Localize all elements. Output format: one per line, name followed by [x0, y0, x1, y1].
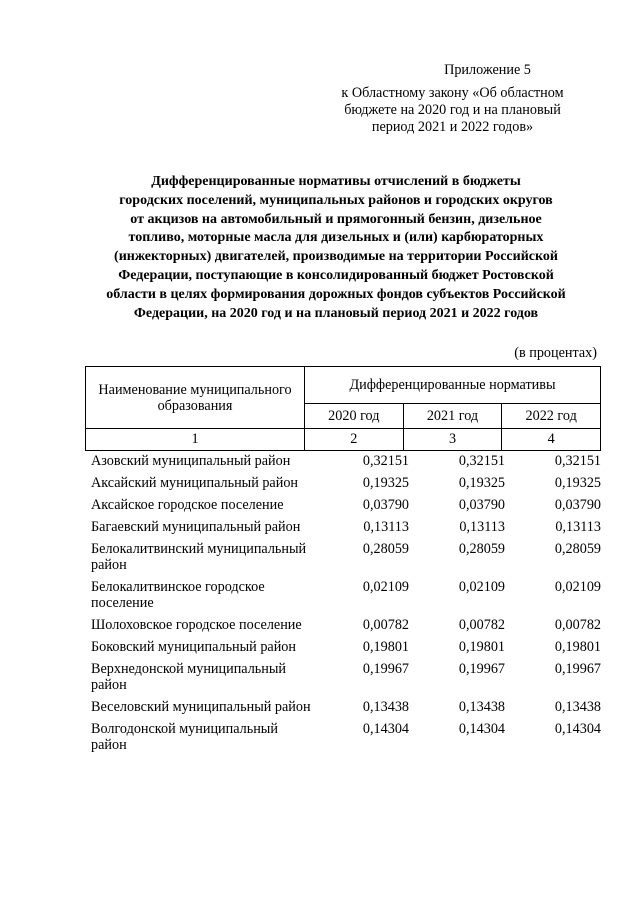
value-2021: 0,03790	[458, 497, 505, 513]
value-2022: 0,19967	[554, 661, 601, 677]
value-2022: 0,00782	[554, 617, 601, 633]
value-2022: 0,13113	[555, 519, 601, 535]
municipality-name: Багаевский муниципальный район	[91, 519, 301, 535]
appendix-line: к Областному закону «Об областном	[341, 85, 564, 101]
value-2022: 0,02109	[554, 579, 601, 595]
value-2022: 0,14304	[554, 721, 601, 737]
table-row	[85, 541, 601, 579]
municipality-name: Аксайское городское поселение	[91, 497, 284, 513]
value-2021: 0,28059	[458, 541, 505, 557]
title-line: городских поселений, муниципальных районов и городских округов	[119, 192, 553, 208]
column-number: 3	[403, 429, 502, 451]
value-2021: 0,14304	[458, 721, 505, 737]
norms-table	[85, 453, 601, 759]
column-number: 1	[86, 429, 305, 451]
table-row	[85, 579, 601, 617]
municipality-name: Веселовский муниципальный район	[91, 699, 311, 715]
appendix-line: период 2021 и 2022 годов»	[371, 119, 534, 135]
value-2020: 0,19325	[362, 475, 409, 491]
title-line: Федерации, поступающие в консолидированный бюджет Ростовской	[118, 267, 554, 283]
value-2020: 0,19967	[362, 661, 409, 677]
title-line: от акцизов на автомобильный и прямогонный бензин, дизельное	[130, 211, 542, 227]
value-2022: 0,19325	[554, 475, 601, 491]
value-2020: 0,13113	[363, 519, 409, 535]
title-line: топливо, моторные масла для дизельных и (или) карбюраторных	[128, 230, 544, 246]
value-2021: 0,32151	[458, 453, 505, 469]
value-2022: 0,32151	[554, 453, 601, 469]
table-row	[85, 661, 601, 699]
table-row	[85, 721, 601, 759]
appendix-line: бюджете на 2020 год и на плановый	[344, 102, 561, 118]
table-row	[85, 475, 601, 497]
municipality-name: Верхнедонской муниципальный район	[91, 661, 286, 693]
value-2021: 0,19325	[458, 475, 505, 491]
municipality-name: Боковский муниципальный район	[91, 639, 296, 655]
value-2022: 0,13438	[554, 699, 601, 715]
appendix-number: Приложение 5	[444, 62, 531, 78]
value-2022: 0,19801	[554, 639, 601, 655]
municipality-name: Азовский муниципальный район	[91, 453, 291, 469]
value-2020: 0,19801	[362, 639, 409, 655]
appendix-reference	[320, 62, 585, 136]
municipality-name: Аксайский муниципальный район	[91, 475, 299, 491]
value-2022: 0,03790	[554, 497, 601, 513]
table-row	[85, 497, 601, 519]
header-year-2021: 2021 год	[403, 404, 502, 429]
document-title	[95, 173, 577, 323]
value-2020: 0,13438	[362, 699, 409, 715]
value-2020: 0,03790	[362, 497, 409, 513]
table-row	[85, 519, 601, 541]
table-row	[85, 453, 601, 475]
title-line: Дифференцированные нормативы отчислений в бюджеты	[151, 174, 521, 189]
value-2020: 0,00782	[362, 617, 409, 633]
title-line: Федерации, на 2020 год и на плановый период 2021 и 2022 годов	[133, 305, 539, 321]
title-line: области в целях формирования дорожных фондов субъектов Российской	[106, 286, 566, 302]
header-year-2020: 2020 год	[305, 404, 404, 429]
table-row	[85, 699, 601, 721]
table-row	[85, 617, 601, 639]
table-header	[85, 366, 601, 451]
header-municipality: Наименование муниципального образования	[86, 367, 305, 429]
value-2021: 0,00782	[458, 617, 505, 633]
municipality-name: Белокалитвинское городское поселение	[91, 579, 265, 611]
title-line: (инжекторных) двигателей, производимые на территории Российской	[114, 249, 558, 265]
value-2022: 0,28059	[554, 541, 601, 557]
header-norms: Дифференцированные нормативы	[305, 367, 601, 404]
municipality-name: Белокалитвинский муниципальный район	[91, 541, 307, 573]
value-2021: 0,19801	[458, 639, 505, 655]
value-2021: 0,19967	[458, 661, 505, 677]
value-2020: 0,02109	[362, 579, 409, 595]
value-2020: 0,14304	[362, 721, 409, 737]
value-2021: 0,02109	[458, 579, 505, 595]
value-2021: 0,13113	[459, 519, 505, 535]
units-note: (в процентах)	[514, 345, 597, 361]
value-2020: 0,28059	[362, 541, 409, 557]
column-number: 2	[305, 429, 404, 451]
value-2021: 0,13438	[458, 699, 505, 715]
municipality-name: Шолоховское городское поселение	[91, 617, 302, 633]
column-number: 4	[502, 429, 601, 451]
municipality-name: Волгодонской муниципальный район	[91, 721, 278, 753]
value-2020: 0,32151	[362, 453, 409, 469]
header-year-2022: 2022 год	[502, 404, 601, 429]
table-row	[85, 639, 601, 661]
